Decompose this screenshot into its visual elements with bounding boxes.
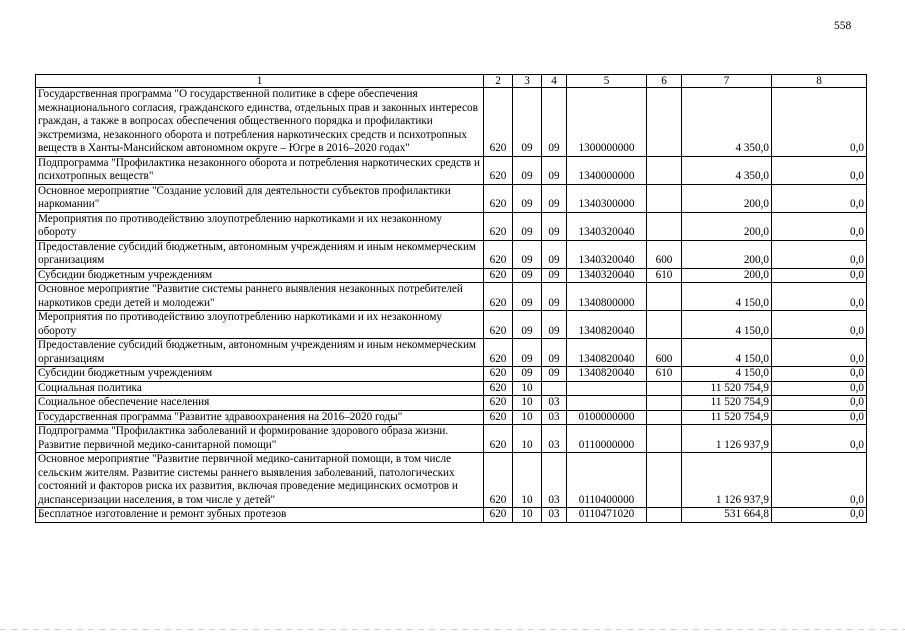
row-cell-c5: 0110400000 xyxy=(567,453,647,508)
row-cell-c7: 4 150,0 xyxy=(682,283,772,311)
row-cell-c8: 0,0 xyxy=(772,339,867,367)
row-name: Мероприятия по противодействию злоупотреблению наркотиками и их незаконному обороту xyxy=(36,212,484,240)
row-cell-c3: 10 xyxy=(513,410,542,425)
row-cell-c6 xyxy=(647,184,682,212)
row-cell-c7: 200,0 xyxy=(682,184,772,212)
row-name: Предоставление субсидий бюджетным, автономным учреждениям и иным некоммерческим организациям xyxy=(36,339,484,367)
table-row xyxy=(36,425,867,453)
row-cell-c4: 09 xyxy=(542,283,567,311)
row-cell-c6 xyxy=(647,453,682,508)
row-cell-c7: 200,0 xyxy=(682,268,772,283)
row-cell-c8: 0,0 xyxy=(772,367,867,382)
row-cell-c4: 09 xyxy=(542,88,567,157)
row-cell-c3: 09 xyxy=(513,212,542,240)
row-cell-c3: 09 xyxy=(513,367,542,382)
row-cell-c3: 10 xyxy=(513,508,542,523)
row-cell-c6 xyxy=(647,283,682,311)
row-cell-c4 xyxy=(542,381,567,396)
row-cell-c7: 4 350,0 xyxy=(682,88,772,157)
row-name: Государственная программа "Развитие здравоохранения на 2016–2020 годы" xyxy=(36,410,484,425)
row-cell-c7: 4 150,0 xyxy=(682,367,772,382)
row-cell-c7: 4 150,0 xyxy=(682,311,772,339)
row-name: Социальное обеспечение населения xyxy=(36,396,484,411)
row-cell-c5: 1340320040 xyxy=(567,240,647,268)
row-cell-c3: 09 xyxy=(513,184,542,212)
row-cell-c8: 0,0 xyxy=(772,283,867,311)
row-cell-c6 xyxy=(647,425,682,453)
row-cell-c5: 1340820040 xyxy=(567,367,647,382)
row-cell-c5: 1340820040 xyxy=(567,339,647,367)
column-header: 2 xyxy=(484,75,513,88)
row-cell-c7: 1 126 937,9 xyxy=(682,453,772,508)
column-header: 8 xyxy=(772,75,867,88)
table-row xyxy=(36,339,867,367)
row-cell-c2: 620 xyxy=(484,156,513,184)
row-cell-c3: 09 xyxy=(513,283,542,311)
column-header: 1 xyxy=(36,75,484,88)
row-cell-c3: 09 xyxy=(513,88,542,157)
row-name: Социальная политика xyxy=(36,381,484,396)
row-name: Субсидии бюджетным учреждениям xyxy=(36,268,484,283)
row-name: Основное мероприятие "Создание условий для деятельности субъектов профилактики наркомании" xyxy=(36,184,484,212)
row-cell-c2: 620 xyxy=(484,367,513,382)
row-cell-c8: 0,0 xyxy=(772,88,867,157)
row-cell-c5: 1340820040 xyxy=(567,311,647,339)
row-cell-c7: 11 520 754,9 xyxy=(682,381,772,396)
row-cell-c8: 0,0 xyxy=(772,184,867,212)
row-cell-c5: 1340320040 xyxy=(567,212,647,240)
row-name: Мероприятия по противодействию злоупотреблению наркотиками и их незаконному обороту xyxy=(36,311,484,339)
row-cell-c5: 1340000000 xyxy=(567,156,647,184)
row-cell-c2: 620 xyxy=(484,381,513,396)
row-cell-c2: 620 xyxy=(484,311,513,339)
row-cell-c7: 200,0 xyxy=(682,240,772,268)
row-cell-c4: 09 xyxy=(542,268,567,283)
row-cell-c3: 10 xyxy=(513,453,542,508)
row-cell-c6: 610 xyxy=(647,367,682,382)
row-cell-c7: 200,0 xyxy=(682,212,772,240)
row-cell-c8: 0,0 xyxy=(772,311,867,339)
table-row xyxy=(36,410,867,425)
row-cell-c3: 09 xyxy=(513,339,542,367)
row-cell-c2: 620 xyxy=(484,268,513,283)
row-cell-c7: 4 350,0 xyxy=(682,156,772,184)
table-row xyxy=(36,88,867,157)
table-row xyxy=(36,453,867,508)
row-cell-c8: 0,0 xyxy=(772,381,867,396)
row-cell-c8: 0,0 xyxy=(772,240,867,268)
table-row xyxy=(36,381,867,396)
row-cell-c6: 600 xyxy=(647,339,682,367)
row-cell-c2: 620 xyxy=(484,425,513,453)
row-cell-c8: 0,0 xyxy=(772,508,867,523)
row-cell-c5: 0100000000 xyxy=(567,410,647,425)
row-cell-c2: 620 xyxy=(484,453,513,508)
table-row xyxy=(36,311,867,339)
row-name: Бесплатное изготовление и ремонт зубных протезов xyxy=(36,508,484,523)
row-cell-c5: 1340320040 xyxy=(567,268,647,283)
row-cell-c4: 03 xyxy=(542,453,567,508)
row-cell-c2: 620 xyxy=(484,88,513,157)
row-cell-c4: 03 xyxy=(542,508,567,523)
row-name: Подпрограмма "Профилактика заболеваний и формирование здорового образа жизни. Развитие первичной медико-санитарной помощи" xyxy=(36,425,484,453)
page-number: 558 xyxy=(834,20,852,32)
row-cell-c7: 531 664,8 xyxy=(682,508,772,523)
table-row xyxy=(36,240,867,268)
row-cell-c4: 09 xyxy=(542,240,567,268)
row-cell-c3: 09 xyxy=(513,268,542,283)
row-cell-c2: 620 xyxy=(484,240,513,268)
row-cell-c8: 0,0 xyxy=(772,268,867,283)
row-cell-c6 xyxy=(647,381,682,396)
row-cell-c3: 09 xyxy=(513,156,542,184)
row-name: Подпрограмма "Профилактика незаконного оборота и потребления наркотических средств и психотропных веществ" xyxy=(36,156,484,184)
row-cell-c2: 620 xyxy=(484,410,513,425)
row-cell-c4: 03 xyxy=(542,396,567,411)
row-cell-c4: 09 xyxy=(542,311,567,339)
table-row xyxy=(36,156,867,184)
table-row xyxy=(36,508,867,523)
row-cell-c2: 620 xyxy=(484,283,513,311)
row-cell-c4: 09 xyxy=(542,212,567,240)
header-row xyxy=(36,75,867,88)
row-cell-c6 xyxy=(647,396,682,411)
row-cell-c2: 620 xyxy=(484,184,513,212)
row-cell-c2: 620 xyxy=(484,396,513,411)
row-cell-c8: 0,0 xyxy=(772,410,867,425)
table-row xyxy=(36,367,867,382)
row-cell-c5: 0110471020 xyxy=(567,508,647,523)
row-cell-c4: 03 xyxy=(542,425,567,453)
row-name: Предоставление субсидий бюджетным, автономным учреждениям и иным некоммерческим организациям xyxy=(36,240,484,268)
row-cell-c5: 1340800000 xyxy=(567,283,647,311)
row-cell-c6 xyxy=(647,156,682,184)
table-row xyxy=(36,283,867,311)
row-cell-c7: 4 150,0 xyxy=(682,339,772,367)
column-header: 3 xyxy=(513,75,542,88)
row-name: Основное мероприятие "Развитие первичной медико-санитарной помощи, в том числе сельским жителям. Развитие системы раннего выявления заболеваний, патологических состояний и факторов риска их развития, включая проведение медицинских осмотров и диспансеризации населения, в том числе у детей" xyxy=(36,453,484,508)
table-row xyxy=(36,212,867,240)
row-cell-c4: 09 xyxy=(542,184,567,212)
row-cell-c6 xyxy=(647,410,682,425)
column-header: 4 xyxy=(542,75,567,88)
row-cell-c4: 09 xyxy=(542,367,567,382)
row-cell-c8: 0,0 xyxy=(772,212,867,240)
column-header: 6 xyxy=(647,75,682,88)
row-cell-c5: 1300000000 xyxy=(567,88,647,157)
row-name: Субсидии бюджетным учреждениям xyxy=(36,367,484,382)
row-cell-c3: 09 xyxy=(513,240,542,268)
row-cell-c6 xyxy=(647,311,682,339)
row-cell-c4: 03 xyxy=(542,410,567,425)
row-cell-c7: 11 520 754,9 xyxy=(682,410,772,425)
row-cell-c6 xyxy=(647,88,682,157)
row-cell-c6: 610 xyxy=(647,268,682,283)
scan-edge-noise xyxy=(0,629,905,630)
row-cell-c2: 620 xyxy=(484,339,513,367)
row-cell-c2: 620 xyxy=(484,508,513,523)
row-cell-c5: 0110000000 xyxy=(567,425,647,453)
row-cell-c3: 09 xyxy=(513,311,542,339)
row-cell-c4: 09 xyxy=(542,156,567,184)
table-row xyxy=(36,396,867,411)
row-cell-c7: 11 520 754,9 xyxy=(682,396,772,411)
row-cell-c5 xyxy=(567,396,647,411)
row-cell-c3: 10 xyxy=(513,381,542,396)
row-cell-c8: 0,0 xyxy=(772,156,867,184)
column-header: 5 xyxy=(567,75,647,88)
row-cell-c5 xyxy=(567,381,647,396)
row-cell-c3: 10 xyxy=(513,396,542,411)
row-name: Государственная программа "О государственной политике в сфере обеспечения межнационального согласия, гражданского единства, отдельных прав и законных интересов граждан, а также в вопросах обеспечения общественного порядка и профилактики экстремизма, незаконного оборота и потребления наркотических средств и психотропных веществ в Ханты-Мансийском автономном округе – Югре в 2016–2020 годах" xyxy=(36,88,484,157)
row-name: Основное мероприятие "Развитие системы раннего выявления незаконных потребителей наркотиков среди детей и молодежи" xyxy=(36,283,484,311)
row-cell-c4: 09 xyxy=(542,339,567,367)
row-cell-c8: 0,0 xyxy=(772,453,867,508)
row-cell-c3: 10 xyxy=(513,425,542,453)
row-cell-c6 xyxy=(647,212,682,240)
row-cell-c8: 0,0 xyxy=(772,396,867,411)
row-cell-c6: 600 xyxy=(647,240,682,268)
table-row xyxy=(36,268,867,283)
row-cell-c8: 0,0 xyxy=(772,425,867,453)
row-cell-c2: 620 xyxy=(484,212,513,240)
row-cell-c7: 1 126 937,9 xyxy=(682,425,772,453)
budget-table xyxy=(35,74,867,523)
row-cell-c5: 1340300000 xyxy=(567,184,647,212)
table-row xyxy=(36,184,867,212)
row-cell-c6 xyxy=(647,508,682,523)
column-header: 7 xyxy=(682,75,772,88)
